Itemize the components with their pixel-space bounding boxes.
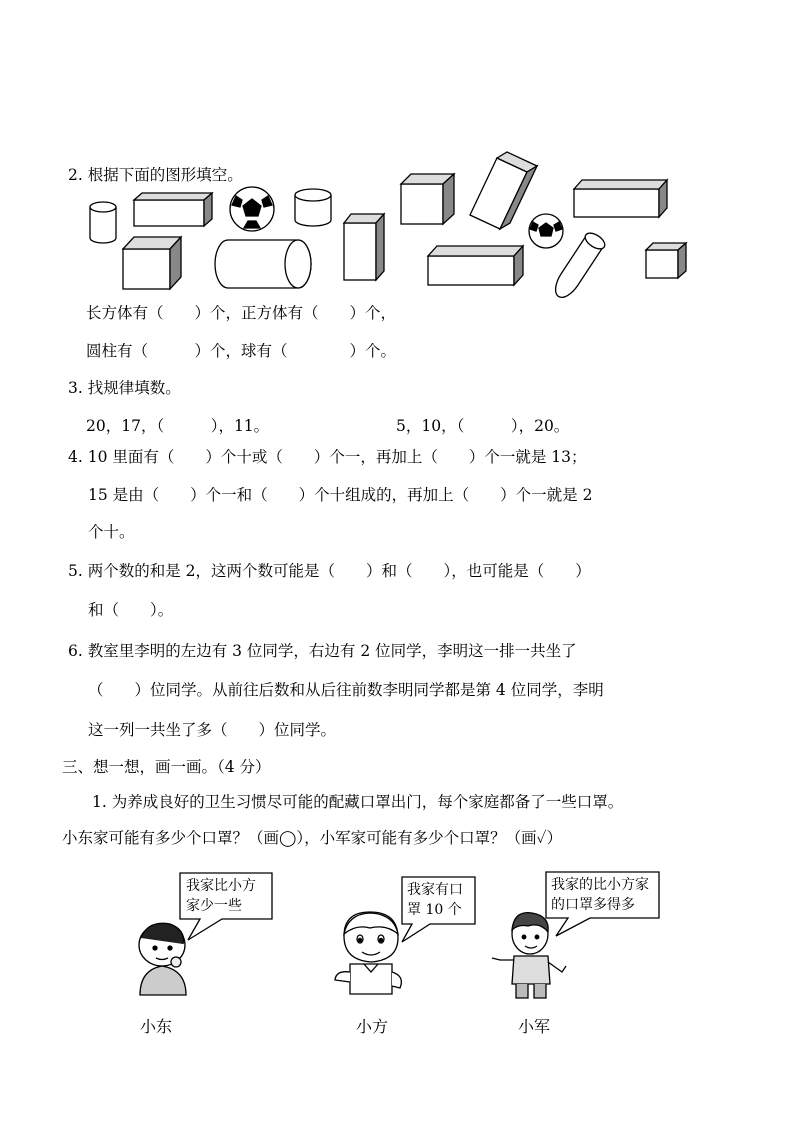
section3-heading: 三、想一想，画一画。（4 分） [62, 758, 271, 776]
name-xiaodong: 小东 [140, 1017, 173, 1036]
section3-q1-line1: 1. 为养成良好的卫生习惯尽可能的配藏口罩出门，每个家庭都备了一些口罩。 [92, 793, 624, 811]
q2-line1: 长方体有（ ）个，正方体有（ ）个， [86, 304, 397, 322]
q3-seq2: 5，10，（ ），20。 [396, 417, 570, 435]
q6-line2: （ ）位同学。从前往后数和从后往前数李明同学都是第 4 位同学，李明 [88, 681, 604, 699]
name-xiaojun: 小军 [518, 1017, 551, 1036]
q3-title: 3. 找规律填数。 [68, 379, 181, 397]
speech-text-xiaofang: 我家有口 罩 10 个 [407, 882, 463, 918]
boy-pointing-character-icon [492, 913, 566, 998]
q3-seq1: 20，17，（ ），11。 [86, 417, 270, 435]
q2-line2: 圆柱有（ ）个，球有（ ）个。 [86, 342, 397, 360]
q5-line1: 5. 两个数的和是 2，这两个数可能是（ ）和（ ），也可能是（ ） [68, 562, 591, 580]
name-xiaofang: 小方 [356, 1017, 389, 1036]
section3-q1-line2: 小东家可能有多少个口罩？（画◯），小军家可能有多少个口罩？（画✓） [62, 829, 563, 847]
girl-character-icon [335, 912, 401, 994]
q6-line3: 这一列一共坐了多（ ）位同学。 [88, 721, 337, 739]
speech-text-xiaojun: 我家的比小方家 的口罩多得多 [551, 877, 649, 913]
q4-line1: 4. 10 里面有（ ）个十或（ ）个一，再加上（ ）个一就是 13； [68, 448, 587, 466]
boy-character-icon [139, 923, 186, 995]
q6-line1: 6. 教室里李明的左边有 3 位同学，右边有 2 位同学，李明这一排一共坐了 [68, 642, 577, 660]
q5-line2: 和（ ）。 [88, 601, 174, 619]
q4-line2: 15 是由（ ）个一和（ ）个十组成的，再加上（ ）个一就是 2 [88, 486, 593, 504]
q4-line3: 个十。 [88, 523, 135, 541]
speech-text-xiaodong: 我家比小方 家少一些 [186, 878, 256, 914]
q2-title: 2. 根据下面的图形填空。 [68, 166, 243, 184]
